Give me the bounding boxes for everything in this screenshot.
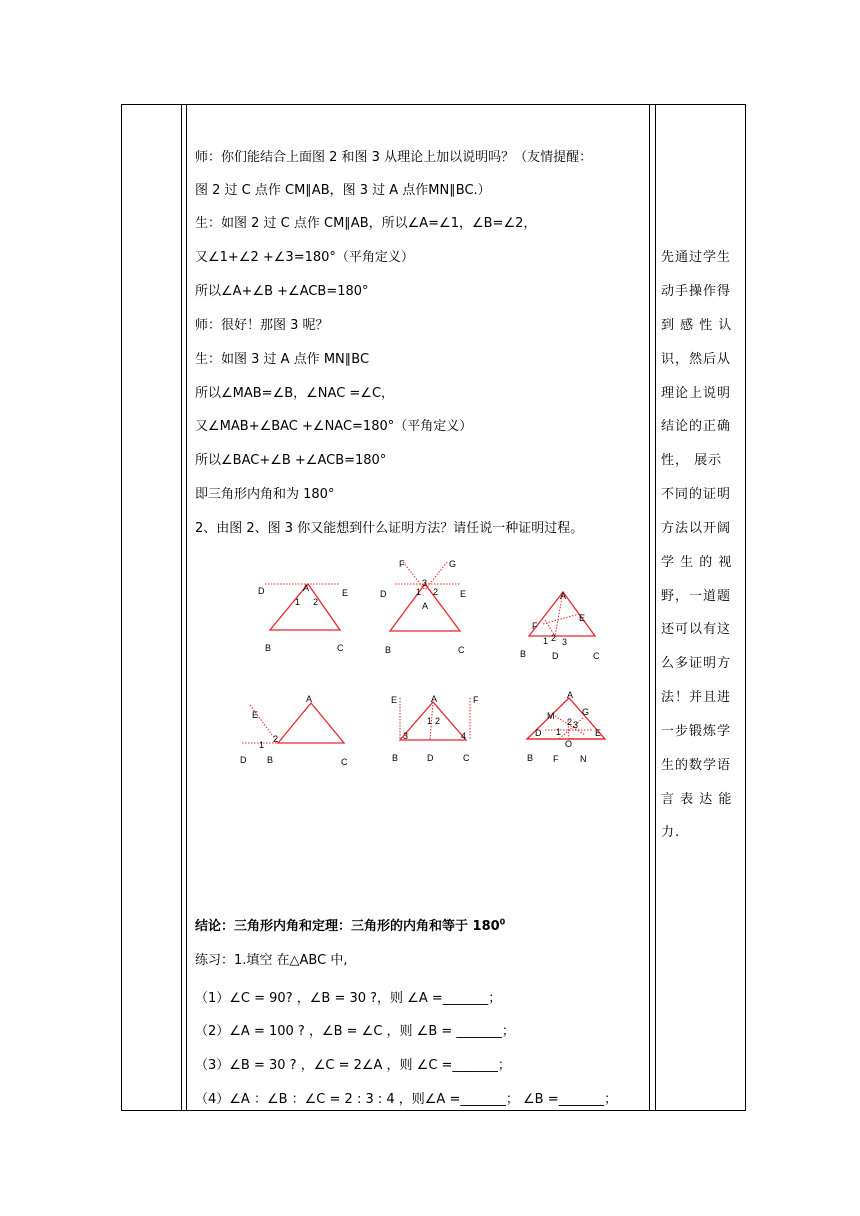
side-note-line: 性， 展示 [661,453,723,468]
side-note-line: 方法以开阔 [661,521,732,536]
dialogue-line: 即三角形内角和为 180° [195,487,335,502]
degree-mark: 0 [499,917,506,927]
label-f: F [399,559,405,569]
side-note-line: 识，然后从 [661,352,732,367]
label-e: E [252,710,259,720]
figure-3 [520,591,600,661]
exercise-item: （3）∠B = 30 ? ，∠C = 2∠A ，则 ∠C =_______； [195,1058,511,1073]
column-divider [655,104,656,1111]
side-note-line: 先通过学生 [661,250,732,265]
label-2: 2 [273,734,279,744]
side-note-line: 结论的正确 [661,419,732,434]
label-2: 2 [551,633,557,643]
label-1: 1 [427,716,433,726]
label-g: G [449,559,457,569]
label-1: 1 [543,636,549,646]
label-b: B [385,645,392,655]
figure-1 [258,583,348,653]
label-2: 2 [313,597,319,607]
dialogue-line: 图 2 过 C 点作 CM∥AB，图 3 过 A 点作MN∥BC.） [195,183,491,198]
label-c: C [593,651,600,661]
label-3: 3 [573,720,579,730]
figure-2 [380,559,466,655]
label-a: A [560,591,567,601]
side-note-line: 言 表 达 能 [661,792,733,807]
side-note-line: 一步锻炼学 [661,724,732,739]
column-divider [181,104,182,1111]
label-a: A [303,583,310,593]
label-f: F [553,754,559,764]
label-n: N [580,754,587,764]
label-1: 1 [295,597,301,607]
dialogue-line: 师：你们能结合上面图 2 和图 3 从理论上加以说明吗？（友情提醒： [195,150,593,165]
label-g: G [582,707,590,717]
conclusion [195,918,505,935]
label-a: A [567,690,574,700]
dialogue-line: 生：如图 3 过 A 点作 MN∥BC [195,352,370,367]
label-d: D [380,589,387,599]
label-1: 1 [259,740,265,750]
label-e: E [460,589,467,599]
label-b: B [520,649,527,659]
side-note-line: 理论上说明 [661,386,732,401]
question-line: 2、由图 2、图 3 你又能想到什么证明方法？请任说一种证明过程。 [195,521,584,536]
label-f: F [532,621,538,631]
label-2: 2 [433,587,439,597]
dialogue-line: 又∠MAB+∠BAC +∠NAC=180°（平角定义） [195,419,473,434]
label-b: B [267,755,274,765]
dialogue-line: 所以∠A+∠B +∠ACB=180° [195,284,369,299]
label-c: C [337,643,344,653]
side-note-line: 学 生 的 视 [661,555,733,570]
dialogue-line: 生：如图 2 过 C 点作 CM∥AB，所以∠A=∠1，∠B=∠2， [195,216,537,231]
proof-figures [195,550,645,780]
side-note-line: 野，一道题 [661,589,732,604]
conclusion-text: 结论：三角形内角和定理：三角形的内角和等于 180 [195,919,500,934]
label-4: 4 [461,731,467,741]
label-c: C [458,645,465,655]
exercise-item: （1）∠C = 90? ，∠B = 30 ?，则 ∠A =_______； [195,991,502,1006]
label-1: 1 [556,727,562,737]
dialogue-line: 所以∠BAC+∠B +∠ACB=180° [195,453,387,468]
label-b: B [265,643,272,653]
dialogue-line: 所以∠MAB=∠B，∠NAC =∠C， [195,386,395,401]
column-divider [649,104,650,1111]
column-divider [186,104,187,1111]
label-1: 1 [416,587,422,597]
label-b: B [527,753,534,763]
label-b: B [392,753,399,763]
label-2: 2 [435,716,441,726]
label-d: D [240,755,247,765]
label-o: O [565,739,573,749]
side-note-line: 到 感 性 认 [661,318,733,333]
side-note-line: 不同的证明 [661,487,732,502]
figure-4 [240,694,348,767]
label-3: 3 [403,731,409,741]
exercise-item: （2）∠A = 100 ? ，∠B = ∠C ，则 ∠B = _______； [195,1024,515,1039]
label-a: A [306,694,313,704]
side-note-line: 法！并且进 [661,690,732,705]
label-a: A [431,694,438,704]
label-3: 3 [562,637,568,647]
label-e: E [391,695,398,705]
label-f: F [473,695,479,705]
label-e: E [342,588,349,598]
label-m: M [547,711,555,721]
label-d: D [552,651,559,661]
side-note-line: 生的数学语 [661,758,732,773]
label-c: C [463,753,470,763]
figure-6 [527,690,605,764]
side-note-line: 还可以有这 [661,622,732,637]
dialogue-line: 师：很好！那图 3 呢？ [195,318,329,333]
exercise-title: 练习：1.填空 在△ABC 中, [195,953,348,968]
label-e: E [595,728,602,738]
side-note-line: 动手操作得 [661,284,732,299]
label-2: 2 [567,717,573,727]
label-d: D [535,728,542,738]
label-a: A [422,601,429,611]
label-d: D [258,586,265,596]
label-3: 3 [422,578,428,588]
exercise-item: （4）∠A ：∠B ：∠C = 2 : 3 : 4 ，则∠A =_______； ∠B =_______； [195,1092,618,1107]
side-note-line: 力. [661,825,681,840]
label-c: C [341,757,348,767]
side-note-line: 么多证明方 [661,656,732,671]
dialogue-line: 又∠1+∠2 +∠3=180°（平角定义） [195,250,414,265]
label-e: E [579,613,586,623]
figure-5 [391,694,479,763]
label-d: D [427,753,434,763]
